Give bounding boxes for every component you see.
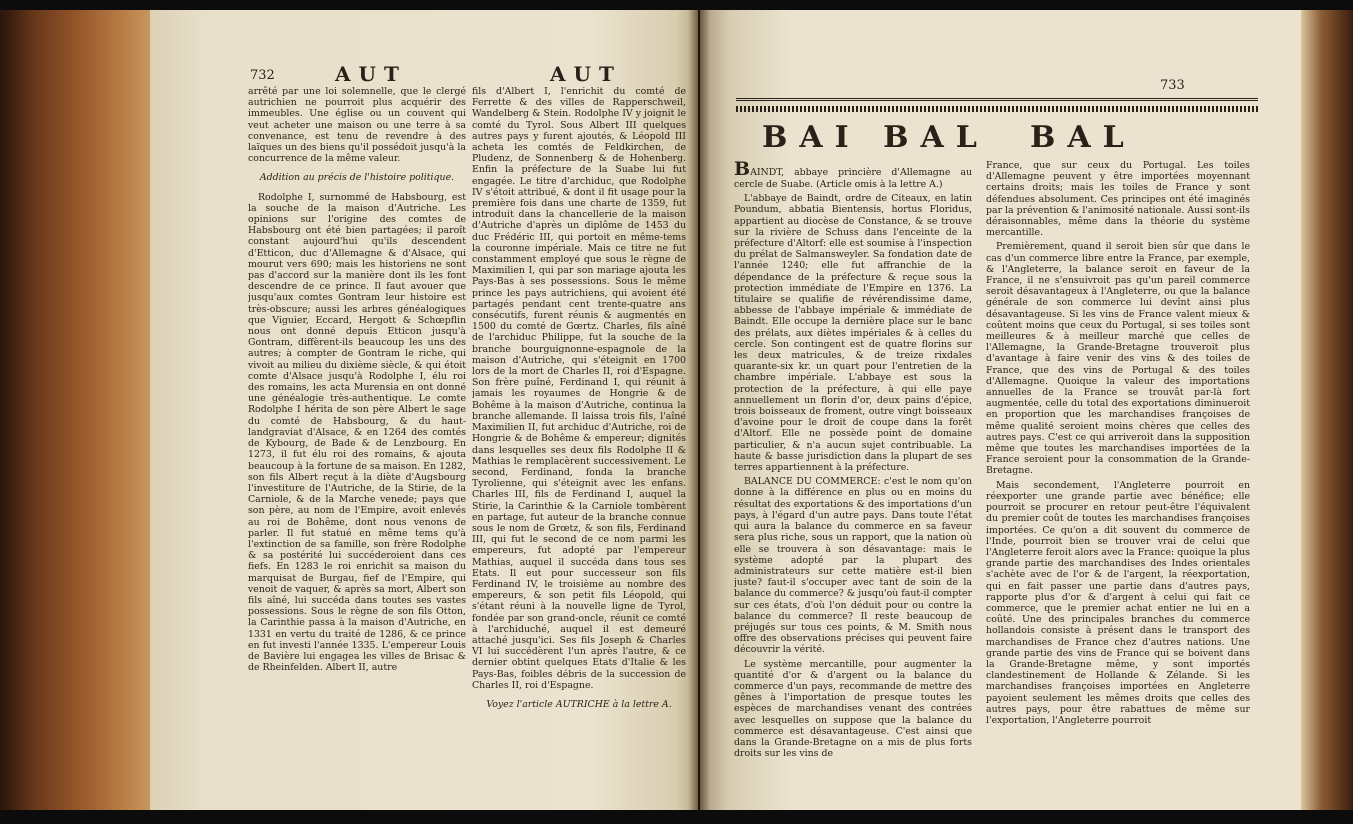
paragraph: L'abbaye de Baindt, ordre de Citeaux, en latin Poundum, abbatia Bientensis, hortus Floridus, appartient au diocèse de Constance, & se trouve sur la rivière de Schuss dans l'enceinte de la préfecture d'Altorf: elle est soumise à l'inspection du prélat de Salmansweyler. Sa fondation date de l'année 1240; elle fut affranchie de la dépendance de la préfecture & reçue sous la protection immédiate de l'Empire en 1376. La titulaire se qualifie de révérendissime dame, abbesse de l'abbaye impériale & immédiate de Baindt. Elle occupe la dernière place sur le banc des prélats, aux diètes impériales & à celles du cercle. Son contingent est de quatre florins sur les deux matricules, & de treize rixdales quarante-six kr. un quart pour l'entretien de la chambre impériale. L'abbaye est sous la protection de la préfecture, à qui elle paye annuellement un florin d'or, deux pains d'épice, trois boisseaux de froment, outre vingt boisseaux d'avoine pour le droit de coupe dans la forêt d'Altorf. Elle ne possède point de domaine particulier, & n'a aucun sujet contribuable. La haute & basse jurisdiction dans la plupart de ses terres appartiennent à la préfecture.: [734, 193, 972, 474]
entry-balance-heading: BALANCE DU COMMERCE: [744, 476, 878, 488]
left-column-1: [248, 86, 466, 801]
entry-baindt-title: AINDT, abbaye princière d'Allemagne au cercle de Suabe. (Article omis à la lettre A.): [734, 167, 972, 190]
left-page-number: 732: [250, 68, 275, 83]
paragraph: arrêté par une loi solemnelle, que le clergé autrichien ne pourroit plus acquérir des immeubles. Une église ou un couvent qui veut acheter une maison ou une terre à sa convenance, est tenu de revendre à des laïques un des biens qu'il possédoit jusqu'à la concurrence de la même valeur.: [248, 86, 466, 165]
paragraph: Mais secondement, l'Angleterre pourroit en réexporter une grande partie avec bénéfice; elle pourroit se procurer en retour peut-être l'équivalent du premier coût de toutes les marchandises françoises importées. Ce qu'on a dit souvent du commerce de l'Inde, pourroit bien se trouver vrai de celui que l'Angleterre feroit alors avec la France: quoique la plus grande partie des marchandises des Indes orientales s'achète avec de l'or & de l'argent, la réexportation, qui en fait passer une partie dans d'autres pays, rapporte plus d'or & d'argent à celui qui fait ce commerce, que le premier achat entier ne lui en a coûté. Une des principales branches du commerce hollandois consiste à présent dans le transport des marchandises de France chez d'autres nations. Une grande partie des vins de France qui se boivent dans la Grande-Bretagne même, y sont importés clandestinement de Hollande & Zélande. Si les marchandises françoises importées en Angleterre payoient seulement les mêmes droits que celles des autres pays, pour être rabattues de même sur l'exportation, l'Angleterre pourroit: [986, 479, 1250, 726]
book-gutter: [688, 10, 710, 810]
left-book-edge: [0, 10, 150, 810]
paragraph: Premièrement, quand il seroit bien sûr que dans le cas d'un commerce libre entre la France, par exemple, & l'Angleterre, la balance seroit en faveur de la France, il ne s'ensuivroit pas qu'un pareil commerce seroit désavantageux à l'Angleterre, ou que la balance générale de son commerce lui devînt ainsi plus désavantageuse. Si les vins de France valent mieux & coûtent moins que ceux du Portugal, si ses toiles sont meilleures & à meilleur marché que celles de l'Allemagne, la Grande-Bretagne trouveroit plus d'avantage à faire venir des vins & des toiles de France, que des vins de Portugal & des toiles d'Allemagne. Quoique la valeur des importations annuelles de la France se trouvât par-là fort augmentée, celle du total des exportations diminueroit en proportion que les marchandises françoises de même qualité seroient moins chères que celles des autres pays. C'est ce qui arriveroit dans la supposition même que toutes les marchandises importées de la France seroient pour la consommation de la Grande-Bretagne.: [986, 241, 1250, 477]
left-running-head-2: AUT: [550, 62, 622, 86]
right-header-right: BAL: [1030, 120, 1136, 155]
right-page-number: 733: [1160, 78, 1185, 93]
cross-reference: Voyez l'article AUTRICHE à la lettre A.: [486, 698, 672, 710]
paragraph: Rodolphe I, surnommé de Habsbourg, est la souche de la maison d'Autriche. Les opinions sur l'origine des comtes de Habsbourg ont été bien partagées; il paroît constant aujourd'hui qu'ils descendent d'Etticon, duc d'Allemagne & d'Alsace, qui mourut vers 690; mais les historiens ne sont pas d'accord sur la manière dont ils les font descendre de ce prince. Il faut avouer que jusqu'aux comtes Gontram leur histoire est très-obscure; aussi les arbres généalogiques que Viguier, Eccard, Hergott & Schœpflin nous ont donné depuis Etticon jusqu'à Gontram, diffèrent-ils beaucoup les uns des autres; à compter de Gontram le riche, qui vivoit au milieu du dixième siècle, & qui étoit comte d'Alsace jusqu'à Rodolphe I, élu roi des romains, les acta Murensia en ont donné une généalogie très-authentique. Le comte Rodolphe I hérita de son père Albert le sage du comté de Habsbourg, & du haut-landgraviat d'Alsace, & en 1264 des comtés de Kybourg, de Bade & de Lenzbourg. En 1273, il fut élu roi des romains, & ajouta beaucoup à la fortune de sa maison. En 1282, son fils Albert reçut à la diète d'Augsbourg l'investiture de l'Autriche, de la Stirie, de la Carniole, & de la Marche venede; pays que son père, au nom de l'Empire, avoit enlevés au roi de Bohême, dont nous venons de parler. Il fut statué en même tems qu'à l'extinction de sa famille, son frère Rodolphe & sa postérité lui succéderoient dans ces fiefs. En 1283 le roi enrichit sa maison du marquisat de Burgau, fief de l'Empire, qui venoit de vaquer, & après sa mort, Albert son fils aîné, lui succéda dans toutes ses vastes possessions. Sous le règne de son fils Otton, la Carinthie passa à la maison d'Autriche, en 1331 en vertu du traité de 1286, & ce prince en fut investi l'année 1335. L'empereur Louis de Bavière lui engagea les villes de Brisac & de Rheinfelden. Albert II, autre: [248, 191, 466, 674]
paragraph: Le système mercantille, pour augmenter la quantité d'or & d'argent ou la balance du commerce d'un pays, recommande de mettre des gênes à l'importation de presque toutes les espèces de marchandises venant des contrées avec lesquelles on suppose que la balance du commerce est désavantageuse. C'est ainsi que dans la Grande-Bretagne on a mis de plus forts droits sur les vins de: [734, 658, 972, 760]
left-column-2: [472, 86, 686, 801]
right-book-edge: [1301, 10, 1353, 810]
right-page: [700, 10, 1301, 810]
left-running-head-1: AUT: [335, 62, 407, 86]
right-column-1: [734, 160, 972, 800]
paragraph: France, que sur ceux du Portugal. Les toiles d'Allemagne peuvent y être importées moyennant certains droits; mais les toiles de France y sont défendues absolument. Ces principes ont été imaginés par la prévention & l'animosité nationale. Aussi sont-ils déraisonnables, même dans la théorie du système mercantille.: [986, 160, 1250, 239]
header-rule-top: [736, 98, 1258, 101]
paragraph: : c'est le nom qu'on donne à la différence en plus ou en moins du résultat des exportations & des importations d'un pays, à l'égard d'un autre pays. Dans toute l'état qui aura la balance du commerce en sa faveur sera plus riche, sous un rapport, que la nation où elle se trouvera à son désavantage: mais le système adopté par la plupart des administrateurs sur cette matière est-il bien juste? faut-il s'occuper avec tant de soin de la balance du commerce? & jusqu'où faut-il compter sur ces états, d'où l'on déduit pour ou contre la balance du commerce? Il reste beaucoup de préjugés sur tous ces points, & M. Smith nous offre des observations précises qui peuvent faire découvrir la vérité.: [734, 476, 972, 656]
header-rule-ornament: [736, 106, 1258, 112]
right-header-left: BAI BAL: [762, 120, 989, 155]
entry-baindt: [734, 160, 972, 190]
subheading: Addition au précis de l'histoire politique.: [259, 172, 455, 184]
drop-cap: B: [734, 160, 751, 180]
right-column-2: [986, 160, 1250, 800]
entry-balance: [734, 476, 972, 655]
paragraph: fils d'Albert I, l'enrichit du comté de Ferrette & des villes de Rapperschweil, Wandelberg & Stein. Rodolphe IV y joignit le comté du Tyrol. Sous Albert III quelques autres pays y furent ajoutés, & Léopold III acheta les comtés de Feldkirchen, de Pludenz, de Sonnenberg & de Hohenberg. Enfin la préfecture de la Suabe lui fut engagée. Le titre d'archiduc, que Rodolphe IV s'étoit attribué, & dont il fit usage pour la première fois dans une charte de 1359, fut introduit dans la chancellerie de la maison d'Autriche d'après un diplôme de 1453 du duc Frédéric III, qui portoit en même-tems la couronne impériale. Mais ce titre ne fut constamment employé que sous le règne de Maximilien I, qui par son mariage ajouta les Pays-Bas à ses possessions. Sous le même prince les pays autrichiens, qui avoient été partagés pendant cent trente-quatre ans consécutifs, furent réunis & augmentés en 1500 du comté de Gœrtz. Charles, fils aîné de l'archiduc Philippe, fut la souche de la branche bourguignonne-espagnole de la maison d'Autriche, qui s'éteignit en 1700 lors de la mort de Charles II, roi d'Espagne. Son frère puîné, Ferdinand I, qui réunit à jamais les royaumes de Hongrie & de Bohême à la maison d'Autriche, continua la branche allemande. Il laissa trois fils, l'aîné Maximilien II, fut archiduc d'Autriche, roi de Hongrie & de Bohême & empereur; dignités dans lesquelles ses deux fils Rodolphe II & Mathias le remplacèrent successivement. Le second, Ferdinand, fonda la branche Tyrolienne, qui s'éteignit avec les enfans. Charles III, fils de Ferdinand I, auquel la Stirie, la Carinthie & la Carniole tombèrent en partage, fut auteur de la branche connue sous le nom de Grœtz, & son fils, Ferdinand III, qui fut le second de ce nom parmi les empereurs, fut adopté par l'empereur Mathias, auquel il succéda dans tous ses Etats. Il eut pour successeur son fils Ferdinand IV, le troisième au nombre des empereurs, & son petit fils Léopold, qui s'étant réuni à la nouvelle ligne de Tyrol, fondée par son grand-oncle, réunit ce comté à l'archiduché, auquel il est demeuré attaché jusqu'ici. Ses fils Joseph & Charles VI lui succédèrent l'un après l'autre, & ce dernier obtint quelques Etats d'Italie & les Pays-Bas, foibles débris de la succession de Charles II, roi d'Espagne.: [472, 86, 686, 691]
left-page: [150, 10, 698, 810]
